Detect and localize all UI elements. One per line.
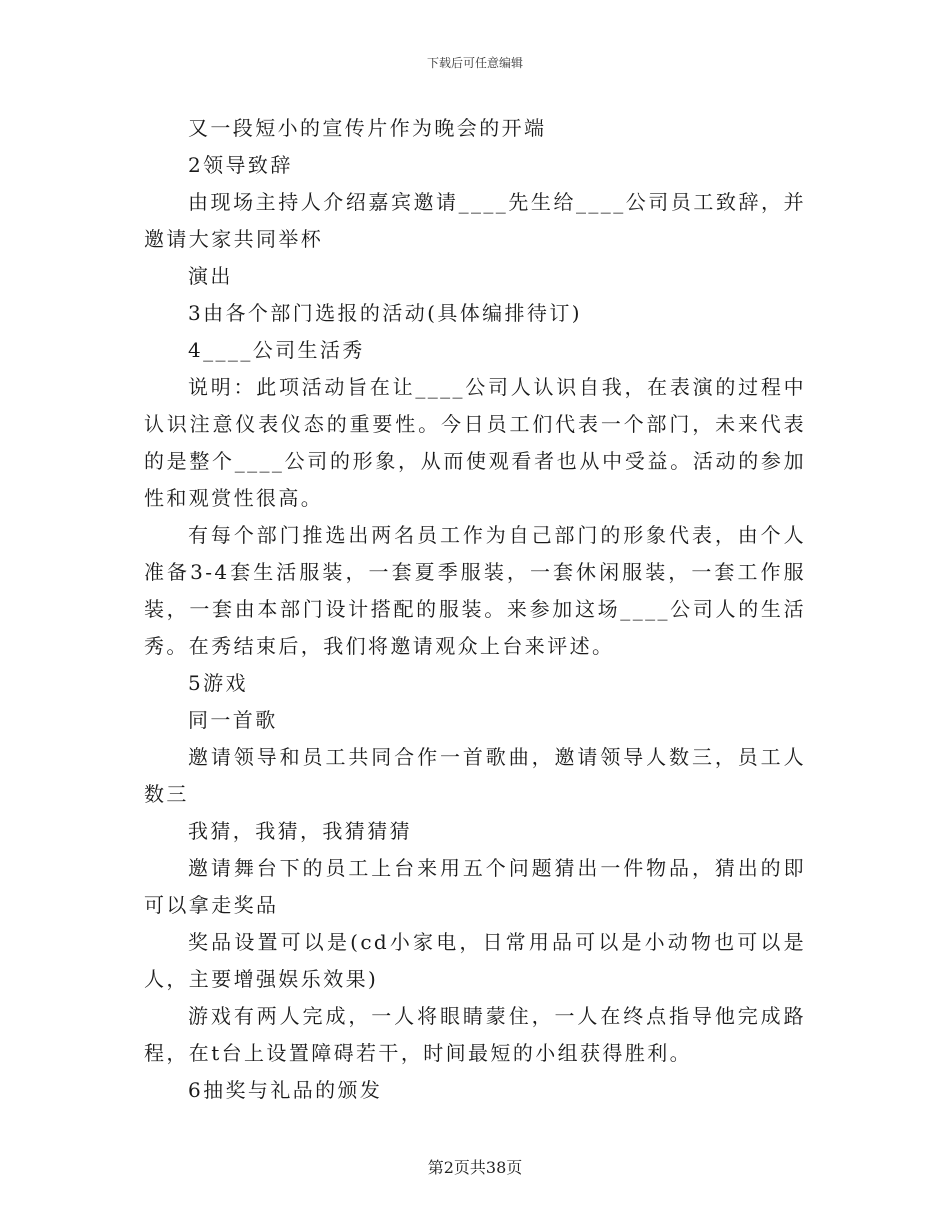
paragraph: 邀请舞台下的员工上台来用五个问题猜出一件物品，猜出的即可以拿走奖品 xyxy=(144,856,806,917)
section-heading: 2领导致辞 xyxy=(188,153,293,177)
section-heading: 4____公司生活秀 xyxy=(188,338,365,362)
paragraph: 有每个部门推选出两名员工作为自己部门的形象代表，由个人准备3-4套生活服装，一套夏季服装，一套休闲服装，一套工作服装，一套由本部门设计搭配的服装。来参加这场____公司人的生活秀。在秀结束后，我们将邀请观众上台来评述。 xyxy=(144,523,806,658)
paragraph: 游戏有两人完成，一人将眼睛蒙住，一人在终点指导他完成路程，在t台上设置障碍若干，时间最短的小组获得胜利。 xyxy=(144,1004,806,1065)
section-heading: 5游戏 xyxy=(188,671,248,695)
page-footer: 第2页共38页 xyxy=(427,1158,523,1177)
paragraph: 又一段短小的宣传片作为晚会的开端 xyxy=(188,116,547,140)
paragraph: 奖品设置可以是(cd小家电，日常用品可以是小动物也可以是人，主要增强娱乐效果) xyxy=(144,930,806,991)
section-heading: 演出 xyxy=(188,264,233,288)
section-heading: 6抽奖与礼品的颁发 xyxy=(188,1078,383,1102)
document-body xyxy=(144,110,806,1109)
paragraph: 邀请领导和员工共同合作一首歌曲，邀请领导人数三，员工人数三 xyxy=(144,745,806,806)
page-header: 下载后可任意编辑 xyxy=(426,56,523,70)
subsection-heading: 同一首歌 xyxy=(188,708,278,732)
subsection-heading: 我猜，我猜，我猜猜猜 xyxy=(188,819,412,843)
section-heading: 3由各个部门选报的活动(具体编排待订) xyxy=(188,301,582,325)
paragraph: 说明：此项活动旨在让____公司人认识自我，在表演的过程中认识注意仪表仪态的重要性。今日员工们代表一个部门，未来代表的是整个____公司的形象，从而使观看者也从中受益。活动的参加性和观赏性很高。 xyxy=(144,375,806,510)
paragraph: 由现场主持人介绍嘉宾邀请____先生给____公司员工致辞，并邀请大家共同举杯 xyxy=(144,190,806,251)
